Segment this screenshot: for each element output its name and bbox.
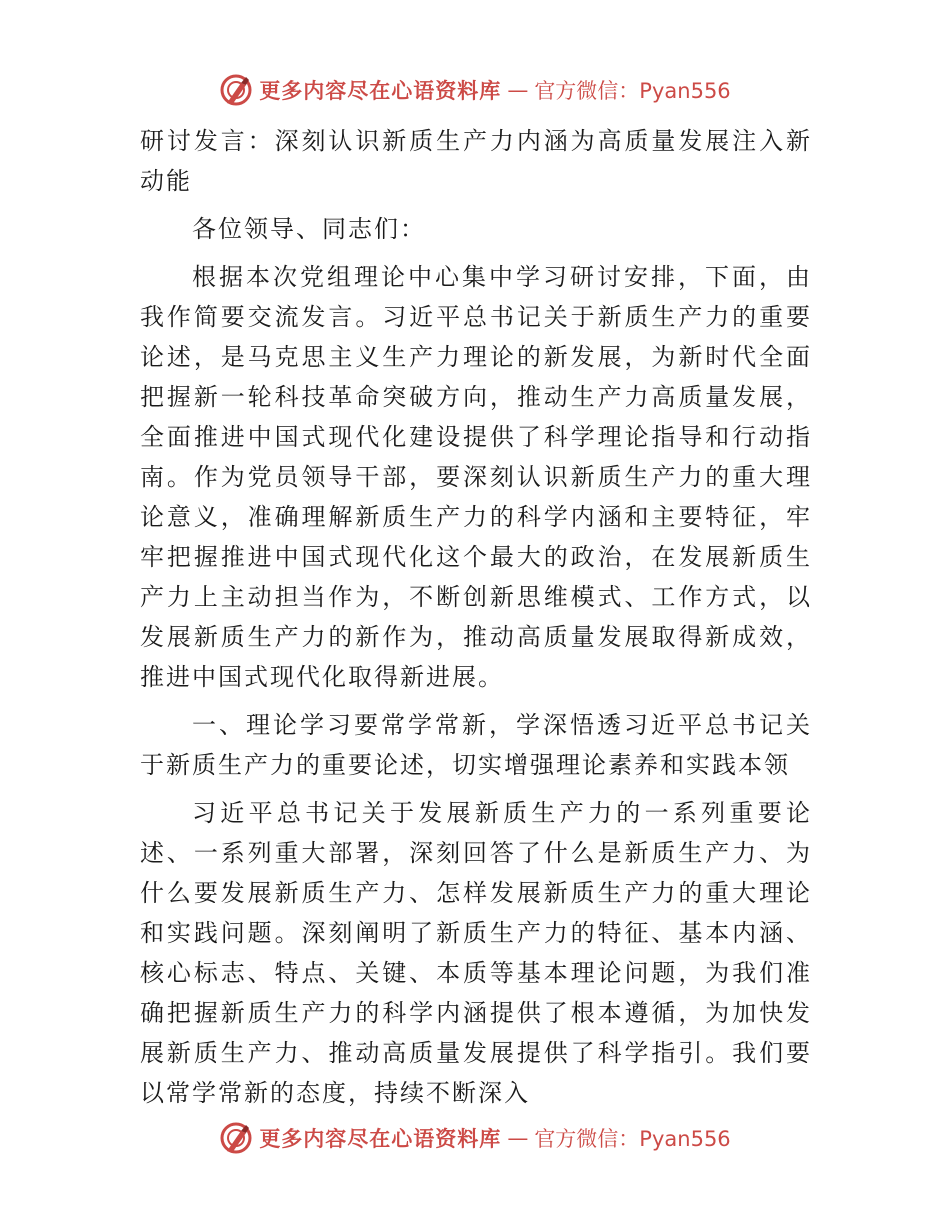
paragraph: 根据本次党组理论中心集中学习研讨安排，下面，由我作简要交流发言。习近平总书记关于新质生产力的重要论述，是马克思主义生产力理论的新发展，为新时代全面把握新一轮科技革命突破方向，推动生产力高质量发展，全面推进中国式现代化建设提供了科学理论指导和行动指南。作为党员领导干部，要深刻认识新质生产力的重大理论意义，准确理解新质生产力的科学内涵和主要特征，牢牢把握推进中国式现代化这个最大的政治，在发展新质生产力上主动担当作为，不断创新思维模式、工作方式，以发展新质生产力的新作为，推动高质量发展取得新成效，推进中国式现代化取得新进展。 — [140, 263, 812, 691]
banner-wechat: 官方微信：Pyan556 — [534, 1127, 731, 1151]
header-banner — [0, 70, 950, 110]
banner-dash: — — [507, 1126, 529, 1150]
pen-logo-icon — [219, 73, 253, 107]
pen-logo-icon — [219, 1121, 253, 1155]
document-title: 研讨发言：深刻认识新质生产力内涵为高质量发展注入新动能 — [140, 127, 812, 195]
banner-text: 更多内容尽在心语资料库 — [259, 1126, 502, 1151]
banner-dash: — — [507, 78, 529, 102]
footer-banner — [0, 1118, 950, 1158]
banner-text: 更多内容尽在心语资料库 — [259, 78, 502, 103]
paragraph: 习近平总书记关于发展新质生产力的一系列重要论述、一系列重大部署，深刻回答了什么是新质生产力、为什么要发展新质生产力、怎样发展新质生产力的重大理论和实践问题。深刻阐明了新质生产力的特征、基本内涵、核心标志、特点、关键、本质等基本理论问题，为我们准确把握新质生产力的科学内涵提供了根本遵循，为加快发展新质生产力、推动高质量发展提供了科学指引。我们要以常学常新的态度，持续不断深入 — [140, 799, 812, 1107]
document-body — [140, 121, 812, 1121]
banner-wechat: 官方微信：Pyan556 — [534, 79, 731, 103]
salutation: 各位领导、同志们： — [192, 215, 426, 243]
section-heading: 一、理论学习要常学常新，学深悟透习近平总书记关于新质生产力的重要论述，切实增强理论素养和实践本领 — [140, 711, 812, 779]
